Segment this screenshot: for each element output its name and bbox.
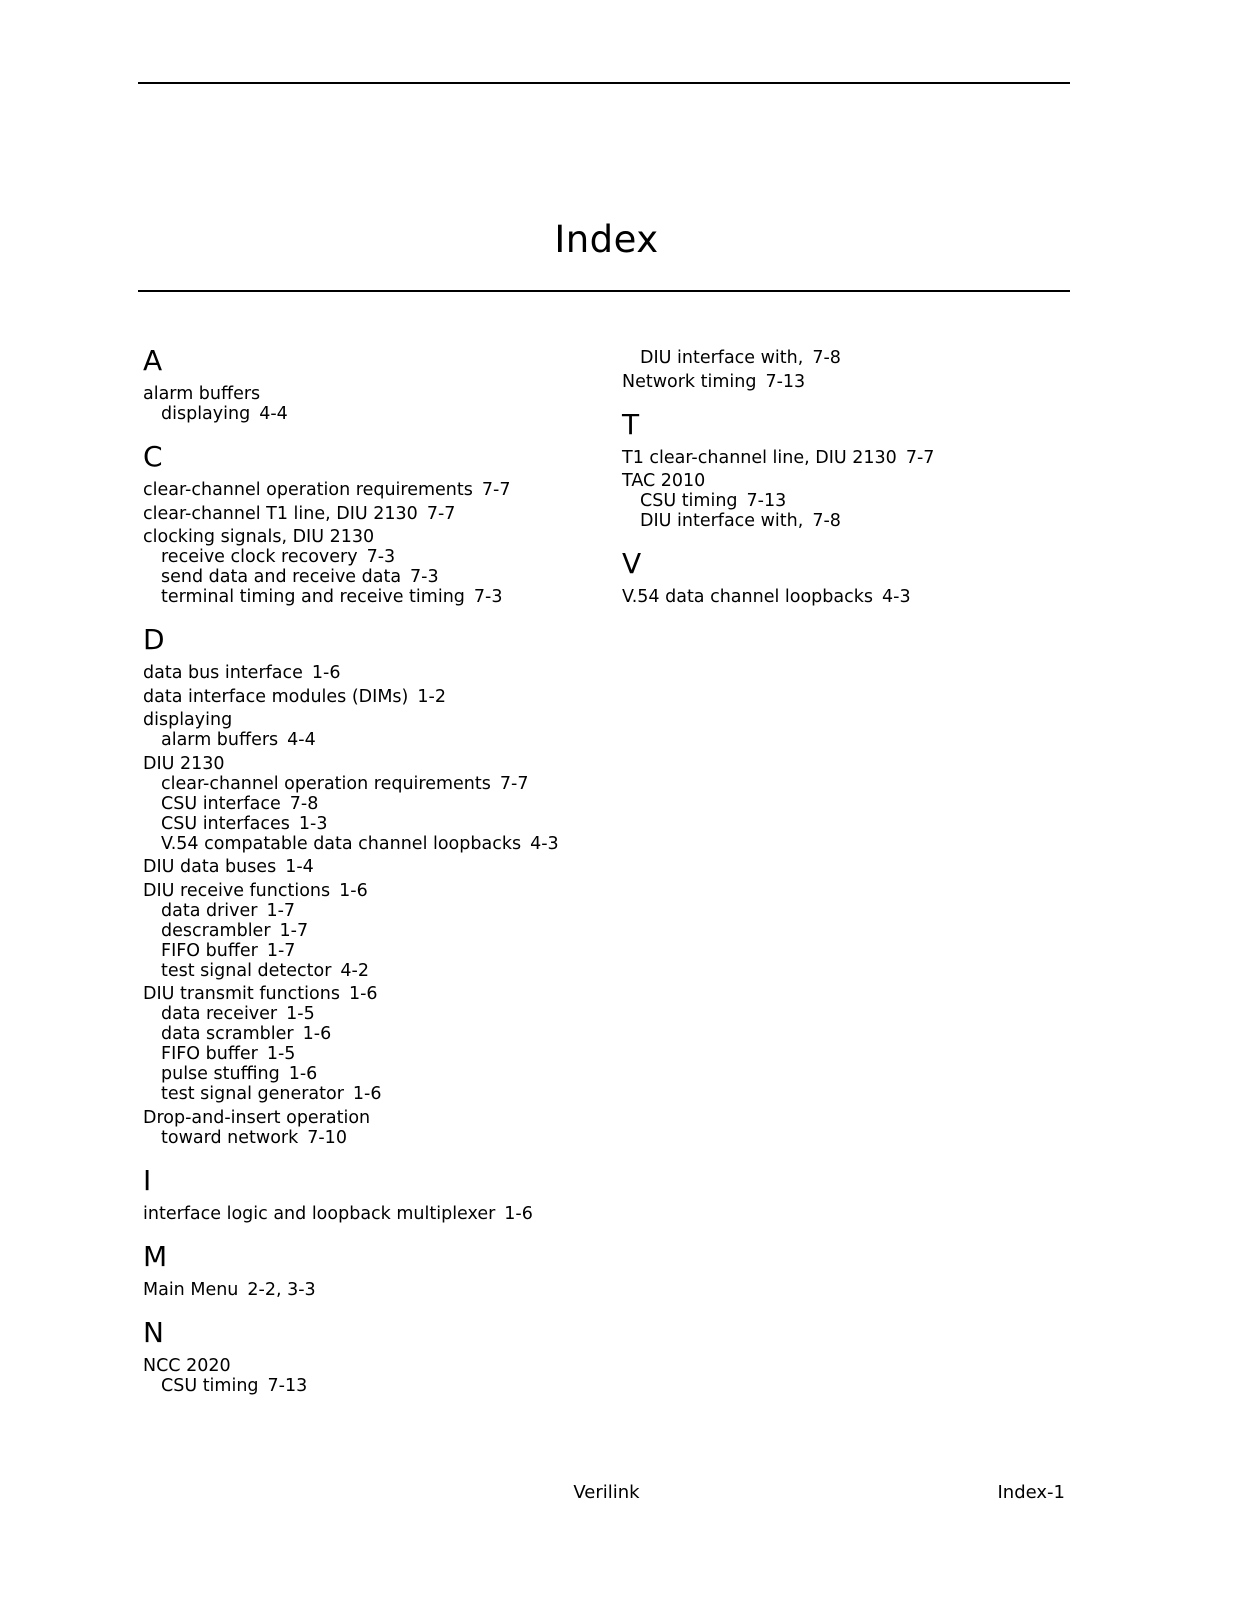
index-entry-line	[143, 504, 603, 524]
index-subterm: clear-channel operation requirements	[161, 773, 491, 794]
index-letter-heading: T	[622, 407, 640, 441]
index-page-ref: 1-3	[298, 813, 328, 834]
index-subentry	[622, 491, 1082, 511]
index-page-ref: 7-8	[812, 511, 841, 531]
index-entry	[143, 984, 603, 1104]
index-term: DIU 2130	[143, 753, 225, 774]
index-term: Drop-and-insert operation	[143, 1107, 371, 1128]
index-term: clocking signals, DIU 2130	[143, 527, 375, 547]
index-page-ref: 2-2, 3-3	[247, 1279, 316, 1300]
index-subterm: receive clock recovery	[161, 547, 358, 567]
index-page-ref: 1-2	[417, 686, 446, 707]
index-entry-line	[143, 480, 603, 500]
index-entry	[622, 471, 1082, 531]
index-page-ref: 7-8	[289, 793, 319, 814]
index-group	[622, 408, 1082, 532]
index-entry	[143, 1108, 603, 1148]
index-term: alarm buffers	[143, 384, 261, 404]
index-entry-line	[143, 1204, 603, 1224]
index-page-ref: 1-6	[288, 1064, 318, 1084]
index-subterm: CSU timing	[640, 491, 738, 511]
index-subentry	[143, 404, 603, 424]
index-group	[143, 1240, 603, 1300]
index-page-ref: 7-7	[499, 773, 529, 794]
index-page-ref: 7-7	[481, 480, 511, 500]
index-page-ref: 1-6	[302, 1024, 332, 1044]
index-page-ref: 7-10	[307, 1127, 347, 1148]
index-subentry	[143, 941, 603, 961]
index-subentry	[143, 730, 603, 750]
index-page-ref: 7-13	[765, 371, 806, 392]
index-subterm: displaying	[161, 404, 251, 424]
index-term: clear-channel operation requirements	[143, 480, 473, 500]
index-entry	[143, 881, 603, 981]
index-term: data bus interface	[143, 663, 303, 683]
index-page-ref: 7-7	[905, 447, 935, 468]
index-group	[143, 623, 603, 1148]
index-subentry	[143, 1044, 603, 1064]
index-subterm: send data and receive data	[161, 567, 402, 587]
index-term: displaying	[143, 710, 233, 730]
index-entry	[622, 448, 1082, 468]
index-entry	[143, 663, 603, 683]
index-entry	[143, 527, 603, 607]
index-subterm: V.54 compatable data channel loopbacks	[161, 833, 522, 854]
index-subentry	[143, 814, 603, 834]
index-page-ref: 1-4	[285, 857, 314, 877]
index-entry-line	[143, 1280, 603, 1300]
index-page-ref: 1-7	[266, 940, 296, 961]
index-term: V.54 data channel loopbacks	[622, 587, 873, 607]
index-term: DIU data buses	[143, 857, 277, 877]
index-subterm: terminal timing and receive timing	[161, 587, 465, 607]
index-subterm: CSU interface	[161, 793, 281, 814]
index-page-ref: 7-8	[812, 348, 841, 368]
index-column-right	[622, 348, 1082, 623]
index-subentry	[143, 1024, 603, 1044]
index-entry-line	[143, 663, 603, 683]
index-entry-line	[143, 984, 603, 1004]
footer-page-number: Index-1	[997, 1482, 1065, 1503]
index-page-ref: 1-6	[348, 984, 378, 1004]
index-entry	[143, 480, 603, 500]
index-entry	[143, 504, 603, 524]
index-entry	[143, 754, 603, 854]
index-subentry	[143, 587, 603, 607]
index-subentry	[143, 1004, 603, 1024]
index-entry	[622, 587, 1082, 607]
index-page-ref: 1-6	[311, 663, 341, 683]
index-group	[143, 440, 603, 607]
index-entry-line	[622, 471, 1082, 491]
index-page-ref: 1-5	[266, 1044, 296, 1064]
index-term: Network timing	[622, 371, 757, 392]
index-subterm: data driver	[161, 900, 258, 921]
index-page-ref: 7-13	[746, 491, 787, 511]
index-term: DIU receive functions	[143, 880, 331, 901]
index-entry-line	[143, 857, 603, 877]
index-subterm: CSU timing	[161, 1375, 259, 1396]
index-subterm: data scrambler	[161, 1024, 294, 1044]
index-entry-line	[143, 384, 603, 404]
index-entry	[143, 1204, 603, 1224]
index-term: TAC 2010	[622, 471, 706, 491]
index-subentry	[622, 348, 1082, 368]
index-entry	[143, 687, 603, 707]
index-entry	[143, 857, 603, 877]
index-subentry	[143, 961, 603, 981]
index-term: data interface modules (DIMs)	[143, 686, 409, 707]
index-subentry	[143, 921, 603, 941]
index-entry-line	[143, 881, 603, 901]
index-page-ref: 7-3	[473, 587, 503, 607]
index-subentry	[143, 834, 603, 854]
index-page-ref: 7-3	[410, 567, 439, 587]
index-subterm: alarm buffers	[161, 730, 279, 750]
index-page-ref: 1-6	[339, 880, 368, 901]
index-letter-heading: I	[143, 1163, 152, 1197]
index-entry	[622, 348, 1082, 368]
index-subterm: DIU interface with,	[640, 511, 804, 531]
index-page-ref: 4-4	[287, 730, 316, 750]
index-subentry	[143, 1064, 603, 1084]
index-letter-heading: C	[143, 440, 163, 473]
index-entry	[622, 372, 1082, 392]
footer-publisher: Verilink	[573, 1482, 640, 1503]
index-page-ref: 7-13	[267, 1375, 308, 1396]
index-group	[622, 348, 1082, 392]
index-subentry	[143, 774, 603, 794]
index-page-ref: 1-6	[504, 1203, 533, 1224]
index-entry-line	[622, 448, 1082, 468]
index-page-ref: 7-3	[366, 547, 396, 567]
index-term: T1 clear-channel line, DIU 2130	[622, 447, 897, 468]
index-subterm: descrambler	[161, 920, 271, 941]
index-subterm: test signal detector	[161, 960, 332, 981]
index-subterm: FIFO buffer	[161, 940, 258, 961]
index-entry-line	[143, 754, 603, 774]
index-letter-heading: M	[143, 1239, 168, 1273]
index-subentry	[143, 1128, 603, 1148]
index-entry-line	[143, 527, 603, 547]
index-group	[143, 344, 603, 424]
index-page-ref: 1-7	[266, 900, 296, 921]
index-entry-line	[143, 710, 603, 730]
index-term: NCC 2020	[143, 1355, 231, 1376]
index-entry	[143, 1280, 603, 1300]
index-page-ref: 7-7	[426, 503, 456, 524]
index-entry	[143, 384, 603, 424]
top-rule	[138, 82, 1070, 84]
index-letter-heading: D	[143, 623, 165, 656]
index-subterm: CSU interfaces	[161, 813, 290, 834]
index-term: interface logic and loopback multiplexer	[143, 1203, 496, 1224]
index-entry	[143, 710, 603, 750]
index-subterm: DIU interface with,	[640, 348, 804, 368]
index-letter-heading: N	[143, 1315, 164, 1349]
index-subentry	[143, 567, 603, 587]
index-entry-line	[143, 1356, 603, 1376]
index-subentry	[622, 511, 1082, 531]
index-subentry	[143, 1084, 603, 1104]
index-page-ref: 4-3	[530, 833, 559, 854]
index-entry-line	[622, 587, 1082, 607]
index-page-ref: 1-6	[352, 1084, 382, 1104]
index-group	[622, 547, 1082, 607]
index-term: Main Menu	[143, 1279, 239, 1300]
index-entry-line	[622, 372, 1082, 392]
index-term: clear-channel T1 line, DIU 2130	[143, 503, 418, 524]
index-group	[143, 1164, 603, 1224]
index-subentry	[143, 901, 603, 921]
index-entry-line	[143, 1108, 603, 1128]
index-letter-heading: V	[622, 547, 642, 580]
index-letter-heading: A	[143, 344, 163, 377]
index-subentry	[143, 547, 603, 567]
index-entry	[143, 1356, 603, 1396]
index-group	[143, 1316, 603, 1396]
index-subentry	[143, 1376, 603, 1396]
index-page-ref: 4-3	[882, 587, 911, 607]
index-page-ref: 4-4	[259, 404, 288, 424]
index-term: DIU transmit functions	[143, 984, 340, 1004]
index-page-ref: 4-2	[340, 960, 369, 981]
index-subentry	[143, 794, 603, 814]
index-page-ref: 1-5	[286, 1004, 315, 1024]
index-subterm: toward network	[161, 1127, 299, 1148]
index-subterm: data receiver	[161, 1004, 278, 1024]
index-column-left	[143, 344, 603, 1412]
index-entry-line	[143, 687, 603, 707]
index-subterm: test signal generator	[161, 1084, 344, 1104]
index-page-ref: 1-7	[279, 920, 309, 941]
index-subterm: pulse stuffing	[161, 1064, 280, 1084]
page-title: Index	[554, 218, 659, 261]
title-rule	[138, 290, 1070, 292]
index-subterm: FIFO buffer	[161, 1044, 258, 1064]
